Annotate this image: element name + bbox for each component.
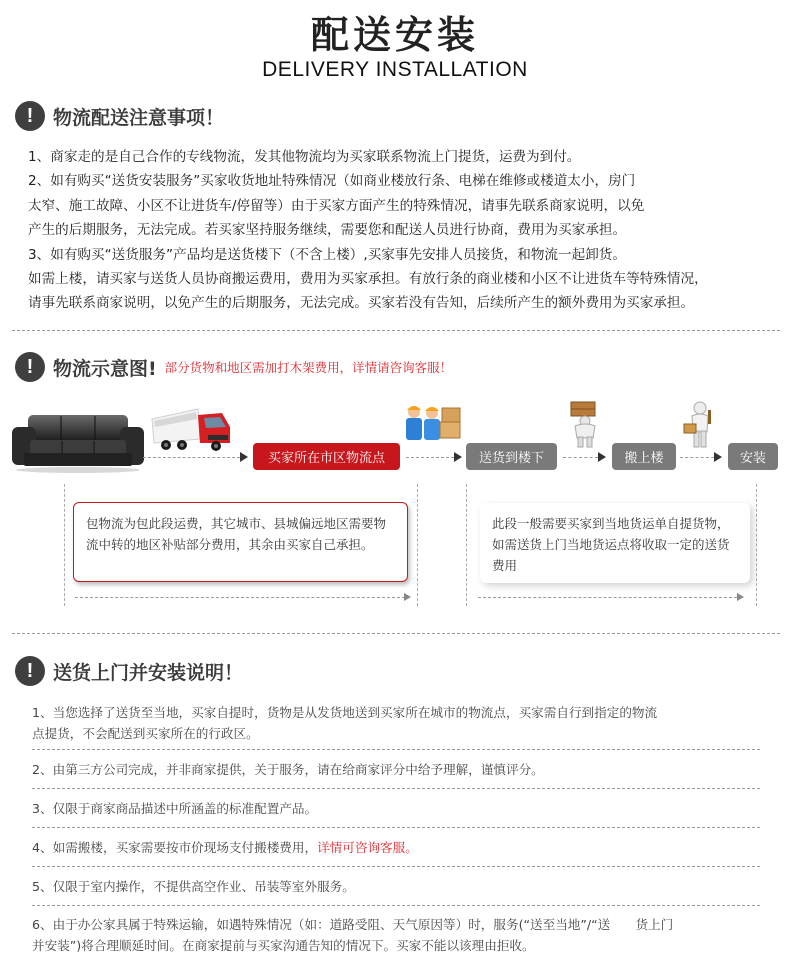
workers-boxes-image <box>402 402 464 444</box>
exclamation-icon: ! <box>15 656 45 686</box>
notice-line: 2、如有购买“送货安装服务”买家收货地址特殊情况（如商业楼放行条、电梯在维修或楼道太小，房门 <box>28 173 636 190</box>
guide-line <box>417 484 418 606</box>
item-line: 6、由于办公家具属于特殊运输，如遇特殊情况（如：道路受阻、天气原因等）时，服务(“送至当地”/“送 货上门 <box>32 917 674 932</box>
guide-line <box>756 484 757 606</box>
arrow-right-icon <box>737 593 744 601</box>
range-arrow-line <box>75 597 405 598</box>
sofa-image <box>10 412 145 474</box>
item-line: 2、由第三方公司完成，并非商家提供，关于服务，请在给商家评分中给予理解，谨慎评分。 <box>32 762 544 777</box>
divider <box>32 866 760 867</box>
item-line: 并安装”)将合理顺延时间。在商家提前与买家沟通告知的情况下。买家不能以该理由拒收。 <box>32 938 535 953</box>
stage-deliver-downstairs: 送货到楼下 <box>466 443 557 470</box>
exclamation-icon: ! <box>15 352 45 382</box>
note-box-left <box>73 502 408 582</box>
stage-buyer-logistics-point: 买家所在市区物流点 <box>253 443 400 470</box>
item-line: 1、当您选择了送货至当地，买家自提时，货物是从发货地送到买家所在城市的物流点，买家需自行到指定的物流 <box>32 705 658 720</box>
divider <box>32 749 760 750</box>
notice-line: 请事先联系商家说明，以免产生的后期服务，无法完成。买家若没有告知，后续所产生的额外费用为买家承担。 <box>28 295 695 312</box>
arrow-right-icon <box>404 593 411 601</box>
list-item <box>32 702 657 744</box>
range-arrow-line <box>478 597 737 598</box>
list-item <box>32 876 355 897</box>
section-title: 物流示意图! <box>53 357 157 380</box>
tools-figure-image <box>682 400 716 450</box>
flow-arrow-line <box>143 457 240 458</box>
wood-frame-note: 部分货物和地区需加打木架费用，详情请咨询客服！ <box>164 360 453 375</box>
stage-install: 安装 <box>728 443 778 470</box>
list-item <box>32 837 418 858</box>
notice-line: 太窄、施工故障、小区不让进货车/停留等）由于买家方面产生的特殊情况，请事先联系商家说明，以免 <box>28 197 645 214</box>
notice-line: 3、如有购买“送货服务”产品均是送货楼下（不含上楼）,买家事先安排人员接货，和物流一起卸货。 <box>28 246 626 263</box>
section-logistics-notice-header <box>15 101 224 131</box>
note-box-right <box>480 503 750 583</box>
notice-line: 如需上楼，请买家与送货人员协商搬运费用，费用为买家承担。有放行条的商业楼和小区不让进货车等特殊情况， <box>28 270 708 287</box>
guide-line <box>64 484 65 606</box>
divider <box>32 827 760 828</box>
guide-line <box>466 484 467 606</box>
list-item <box>32 759 544 780</box>
divider <box>12 330 780 331</box>
stage-carry-upstairs: 搬上楼 <box>612 443 676 470</box>
section-title: 物流配送注意事项！ <box>53 106 225 129</box>
section-title: 送货上门并安装说明！ <box>53 661 244 684</box>
item-line: 3、仅限于商家商品描述中所涵盖的标准配置产品。 <box>32 801 318 816</box>
exclamation-icon: ! <box>15 101 45 131</box>
item-line: 5、仅限于室内操作，不提供高空作业、吊装等室外服务。 <box>32 879 355 894</box>
truck-image <box>150 405 235 455</box>
page-title: 配送安装 <box>310 13 479 57</box>
flow-arrow-line <box>563 457 598 458</box>
item-text: 4、如需搬楼，买家需要按市价现场支付搬楼费用， <box>32 840 318 855</box>
divider <box>12 633 780 634</box>
flow-arrow-line <box>680 457 714 458</box>
page-subtitle: DELIVERY INSTALLATION <box>262 58 528 81</box>
logistics-notice-text <box>28 145 788 316</box>
notice-line: 产生的后期服务，无法完成。若买家坚持服务继续，需要您和配送人员进行协商，费用为买家承担。 <box>28 222 627 239</box>
arrow-right-icon <box>240 452 248 462</box>
flow-arrow-line <box>406 457 454 458</box>
divider <box>32 905 760 906</box>
notice-line: 1、商家走的是自己合作的专线物流，发其他物流均为买家联系物流上门提货，运费为到付。 <box>28 149 581 165</box>
item-line: 点提货，不会配送到买家所在的行政区。 <box>32 726 259 741</box>
carry-box-image <box>565 400 605 448</box>
contact-service-link: 详情可咨询客服。 <box>317 840 418 855</box>
arrow-right-icon <box>598 452 606 462</box>
arrow-right-icon <box>454 452 462 462</box>
section-logistics-diagram-header <box>15 352 452 382</box>
note-left-text: 包物流为包此段运费，其它城市、县城偏远地区需要物流中转的地区补贴部分费用，其余由买家自己承担。 <box>86 516 387 552</box>
section-delivery-install-header <box>15 656 243 686</box>
divider <box>32 788 760 789</box>
arrow-right-icon <box>714 452 722 462</box>
list-item <box>32 798 317 819</box>
list-item <box>32 914 673 956</box>
note-right-text: 此段一般需要买家到当地货运单自提货物，如需送货上门当地货运点将收取一定的送货费用 <box>492 516 730 573</box>
